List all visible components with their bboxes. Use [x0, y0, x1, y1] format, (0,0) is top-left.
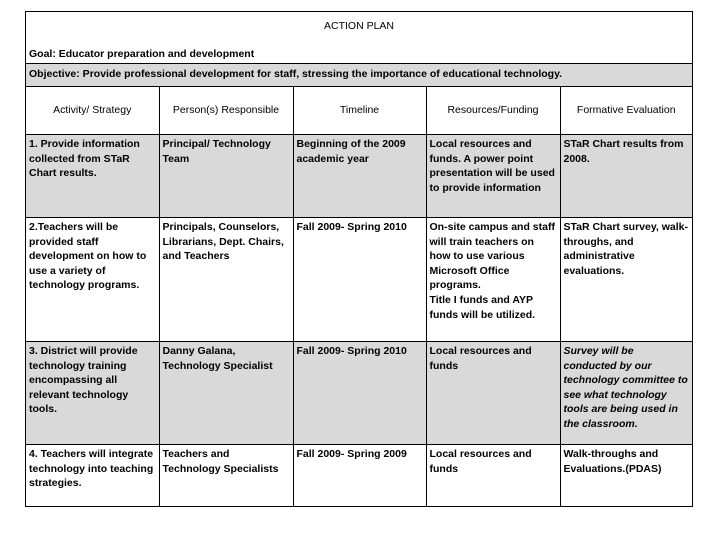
page-title: ACTION PLAN: [323, 20, 394, 32]
funding-text: Title I funds and AYP funds will be utilized.: [429, 293, 536, 321]
column-header-activity: Activity/ Strategy: [26, 87, 159, 135]
cell-timeline: Fall 2009- Spring 2009: [293, 445, 426, 507]
cell-activity: 4. Teachers will integrate technology into teaching strategies.: [26, 445, 159, 507]
cell-responsible: Principals, Counselors, Librarians, Dept. Chairs, and Teachers: [159, 218, 293, 342]
goal-text: Goal: Educator preparation and development: [29, 48, 255, 60]
cell-responsible: Teachers and Technology Specialists: [159, 445, 293, 507]
cell-resources: Local resources and funds: [426, 445, 560, 507]
column-header-responsible: Person(s) Responsible: [159, 87, 293, 135]
table-row: [26, 445, 692, 507]
cell-resources: Local resources and funds. A power point presentation will be used to provide information: [426, 135, 560, 218]
column-header-evaluation: Formative Evaluation: [560, 87, 692, 135]
cell-timeline: Fall 2009- Spring 2010: [293, 218, 426, 342]
objective-text: Objective: Provide professional development for staff, stressing the importance of educational technology.: [26, 64, 692, 87]
cell-timeline: Fall 2009- Spring 2010: [293, 342, 426, 445]
cell-activity: 2.Teachers will be provided staff development on how to use a variety of technology programs.: [26, 218, 159, 342]
table-row: [26, 135, 692, 218]
cell-timeline: Beginning of the 2009 academic year: [293, 135, 426, 218]
resources-text: On-site campus and staff will train teachers on how to use various Microsoft Office programs.: [429, 221, 555, 292]
column-header-resources: Resources/Funding: [426, 87, 560, 135]
table-header-row: [26, 87, 692, 135]
cell-responsible: Principal/ Technology Team: [159, 135, 293, 218]
cell-resources: [426, 218, 560, 342]
cell-resources: Local resources and funds: [426, 342, 560, 445]
cell-evaluation: STaR Chart survey, walk-throughs, and administrative evaluations.: [560, 218, 692, 342]
plan-header: [26, 12, 692, 64]
table-row: [26, 218, 692, 342]
cell-responsible: Danny Galana, Technology Specialist: [159, 342, 293, 445]
cell-evaluation: STaR Chart results from 2008.: [560, 135, 692, 218]
column-header-timeline: Timeline: [293, 87, 426, 135]
action-plan-document: [25, 11, 693, 507]
cell-activity: 3. District will provide technology training encompassing all relevant technology tools.: [26, 342, 159, 445]
cell-evaluation: Survey will be conducted by our technology committee to see what technology tools are being used in the classroom.: [560, 342, 692, 445]
cell-evaluation: Walk-throughs and Evaluations.(PDAS): [560, 445, 692, 507]
table-row: [26, 342, 692, 445]
action-plan-table: [26, 87, 692, 507]
cell-activity: 1. Provide information collected from STaR Chart results.: [26, 135, 159, 218]
